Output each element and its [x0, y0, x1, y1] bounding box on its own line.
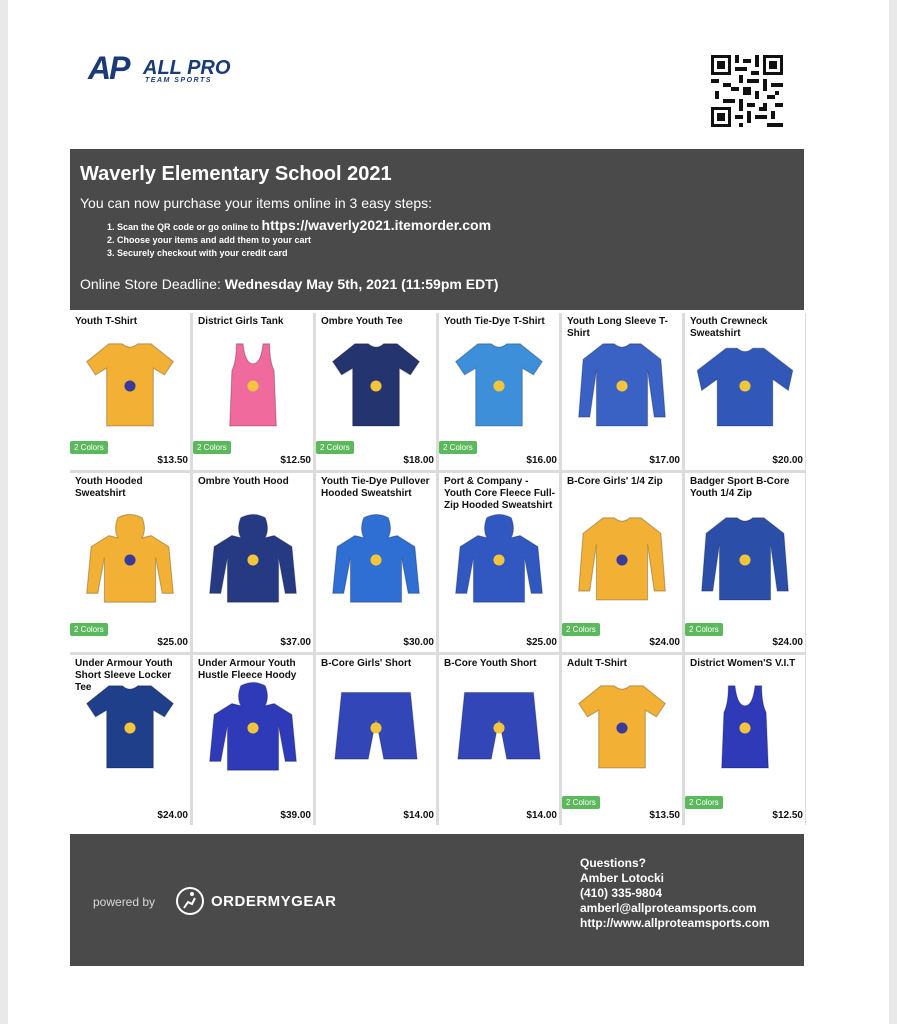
- product-price: $20.00: [772, 455, 803, 466]
- product-name: Youth Tie-Dye T-Shirt: [444, 316, 545, 327]
- store-url-link[interactable]: https://waverly2021.itemorder.com: [261, 217, 492, 233]
- product-card[interactable]: [562, 655, 682, 825]
- product-image[interactable]: [695, 681, 795, 775]
- product-card[interactable]: [685, 655, 805, 825]
- contact-block: [580, 856, 770, 931]
- product-card[interactable]: [562, 313, 682, 470]
- product-name: Adult T-Shirt: [567, 658, 627, 669]
- product-name: Under Armour Youth Short Sleeve Locker Tee: [75, 658, 173, 693]
- product-price: $39.00: [280, 810, 311, 821]
- product-price: $14.00: [403, 810, 434, 821]
- powered-by-text: powered by: [93, 895, 156, 909]
- product-price: $37.00: [280, 637, 311, 648]
- store-title: Waverly Elementary School 2021: [80, 163, 392, 185]
- product-name: Port & Company - Youth Core Fleece Full-Zip Hooded Sweatshirt: [444, 476, 555, 511]
- colors-badge[interactable]: 2 Colors: [316, 441, 354, 454]
- product-card[interactable]: [70, 313, 190, 470]
- contact-heading: Questions?: [580, 856, 647, 870]
- product-name: Youth T-Shirt: [75, 316, 138, 327]
- product-name: B-Core Girls' 1/4 Zip: [567, 476, 663, 487]
- product-card[interactable]: [193, 473, 313, 652]
- steps-list: [99, 219, 491, 260]
- product-price: $25.00: [526, 637, 557, 648]
- product-price: $13.50: [649, 810, 680, 821]
- product-name: Youth Tie-Dye Pullover Hooded Sweatshirt: [321, 476, 430, 499]
- logo-tagline: TEAM SPORTS: [145, 77, 212, 84]
- product-image[interactable]: [572, 339, 672, 433]
- product-image[interactable]: [326, 681, 426, 775]
- product-price: $16.00: [526, 455, 557, 466]
- product-card[interactable]: [70, 655, 190, 825]
- product-image[interactable]: [572, 513, 672, 607]
- colors-badge[interactable]: 2 Colors: [562, 796, 600, 809]
- contact-website[interactable]: http://www.allproteamsports.com: [580, 916, 770, 930]
- all-pro-logo: [88, 50, 238, 90]
- product-card[interactable]: [439, 655, 559, 825]
- product-price: $12.50: [280, 455, 311, 466]
- product-name: Badger Sport B-Core Youth 1/4 Zip: [690, 476, 790, 499]
- colors-badge[interactable]: 2 Colors: [562, 623, 600, 636]
- product-card[interactable]: [439, 313, 559, 470]
- product-image[interactable]: [572, 681, 672, 775]
- step-2: 2. Choose your items and add them to your cart: [117, 234, 491, 247]
- ordermygear-brand: ORDERMYGEAR: [211, 893, 337, 910]
- colors-badge[interactable]: 2 Colors: [685, 796, 723, 809]
- product-image[interactable]: [695, 339, 795, 433]
- store-deadline: [80, 276, 498, 292]
- product-card[interactable]: [562, 473, 682, 652]
- product-image[interactable]: [326, 513, 426, 607]
- contact-name: Amber Lotocki: [580, 871, 665, 885]
- product-price: $18.00: [403, 455, 434, 466]
- product-card[interactable]: [685, 313, 805, 470]
- product-name: Under Armour Youth Hustle Fleece Hoody: [198, 658, 297, 681]
- product-name: Youth Hooded Sweatshirt: [75, 476, 143, 499]
- product-image[interactable]: [80, 513, 180, 607]
- product-price: $17.00: [649, 455, 680, 466]
- store-info-banner: [70, 149, 804, 310]
- product-card[interactable]: [316, 473, 436, 652]
- product-card[interactable]: [193, 655, 313, 825]
- ordermygear-icon: [175, 886, 205, 916]
- product-name: District Girls Tank: [198, 316, 284, 327]
- product-name: Ombre Youth Tee: [321, 316, 403, 327]
- product-price: $13.50: [157, 455, 188, 466]
- product-price: $12.50: [772, 810, 803, 821]
- product-image[interactable]: [449, 513, 549, 607]
- product-card[interactable]: [316, 655, 436, 825]
- order-form-page: [8, 0, 889, 1024]
- product-price: $24.00: [157, 810, 188, 821]
- step-3: 3. Securely checkout with your credit card: [117, 247, 491, 260]
- product-image[interactable]: [80, 339, 180, 433]
- product-name: Youth Long Sleeve T-Shirt: [567, 316, 668, 339]
- product-name: B-Core Youth Short: [444, 658, 537, 669]
- product-price: $24.00: [772, 637, 803, 648]
- product-card[interactable]: [439, 473, 559, 652]
- product-name: District Women'S V.I.T: [690, 658, 796, 669]
- product-image[interactable]: [203, 681, 303, 775]
- product-card[interactable]: [316, 313, 436, 470]
- colors-badge[interactable]: 2 Colors: [70, 623, 108, 636]
- step-1: [117, 219, 491, 234]
- product-card[interactable]: [685, 473, 805, 652]
- product-price: $30.00: [403, 637, 434, 648]
- product-name: Ombre Youth Hood: [198, 476, 289, 487]
- logo-mark: AP: [88, 50, 129, 86]
- deadline-label: Online Store Deadline:: [80, 276, 225, 292]
- colors-badge[interactable]: 2 Colors: [439, 441, 477, 454]
- footer: [70, 834, 804, 966]
- product-price: $14.00: [526, 810, 557, 821]
- product-image[interactable]: [326, 339, 426, 433]
- colors-badge[interactable]: 2 Colors: [193, 441, 231, 454]
- product-card[interactable]: [70, 473, 190, 652]
- product-image[interactable]: [449, 681, 549, 775]
- colors-badge[interactable]: 2 Colors: [685, 623, 723, 636]
- colors-badge[interactable]: 2 Colors: [70, 441, 108, 454]
- product-image[interactable]: [695, 513, 795, 607]
- product-name: B-Core Girls' Short: [321, 658, 412, 669]
- store-intro: You can now purchase your items online in 3 easy steps:: [80, 195, 433, 211]
- qr-code[interactable]: [711, 55, 783, 127]
- product-image[interactable]: [203, 339, 303, 433]
- contact-email[interactable]: amberl@allproteamsports.com: [580, 901, 757, 915]
- logo-name: ALL PRO: [143, 57, 231, 79]
- deadline-value: Wednesday May 5th, 2021 (11:59pm EDT): [224, 276, 499, 292]
- product-image[interactable]: [449, 339, 549, 433]
- step-1-text: Scan the QR code or go online to: [117, 222, 262, 232]
- product-image[interactable]: [80, 681, 180, 775]
- product-image[interactable]: [203, 513, 303, 607]
- contact-phone: (410) 335-9804: [580, 886, 663, 900]
- product-name: Youth Crewneck Sweatshirt: [690, 316, 768, 339]
- product-price: $25.00: [157, 637, 188, 648]
- product-grid: [70, 313, 806, 825]
- product-price: $24.00: [649, 637, 680, 648]
- product-card[interactable]: [193, 313, 313, 470]
